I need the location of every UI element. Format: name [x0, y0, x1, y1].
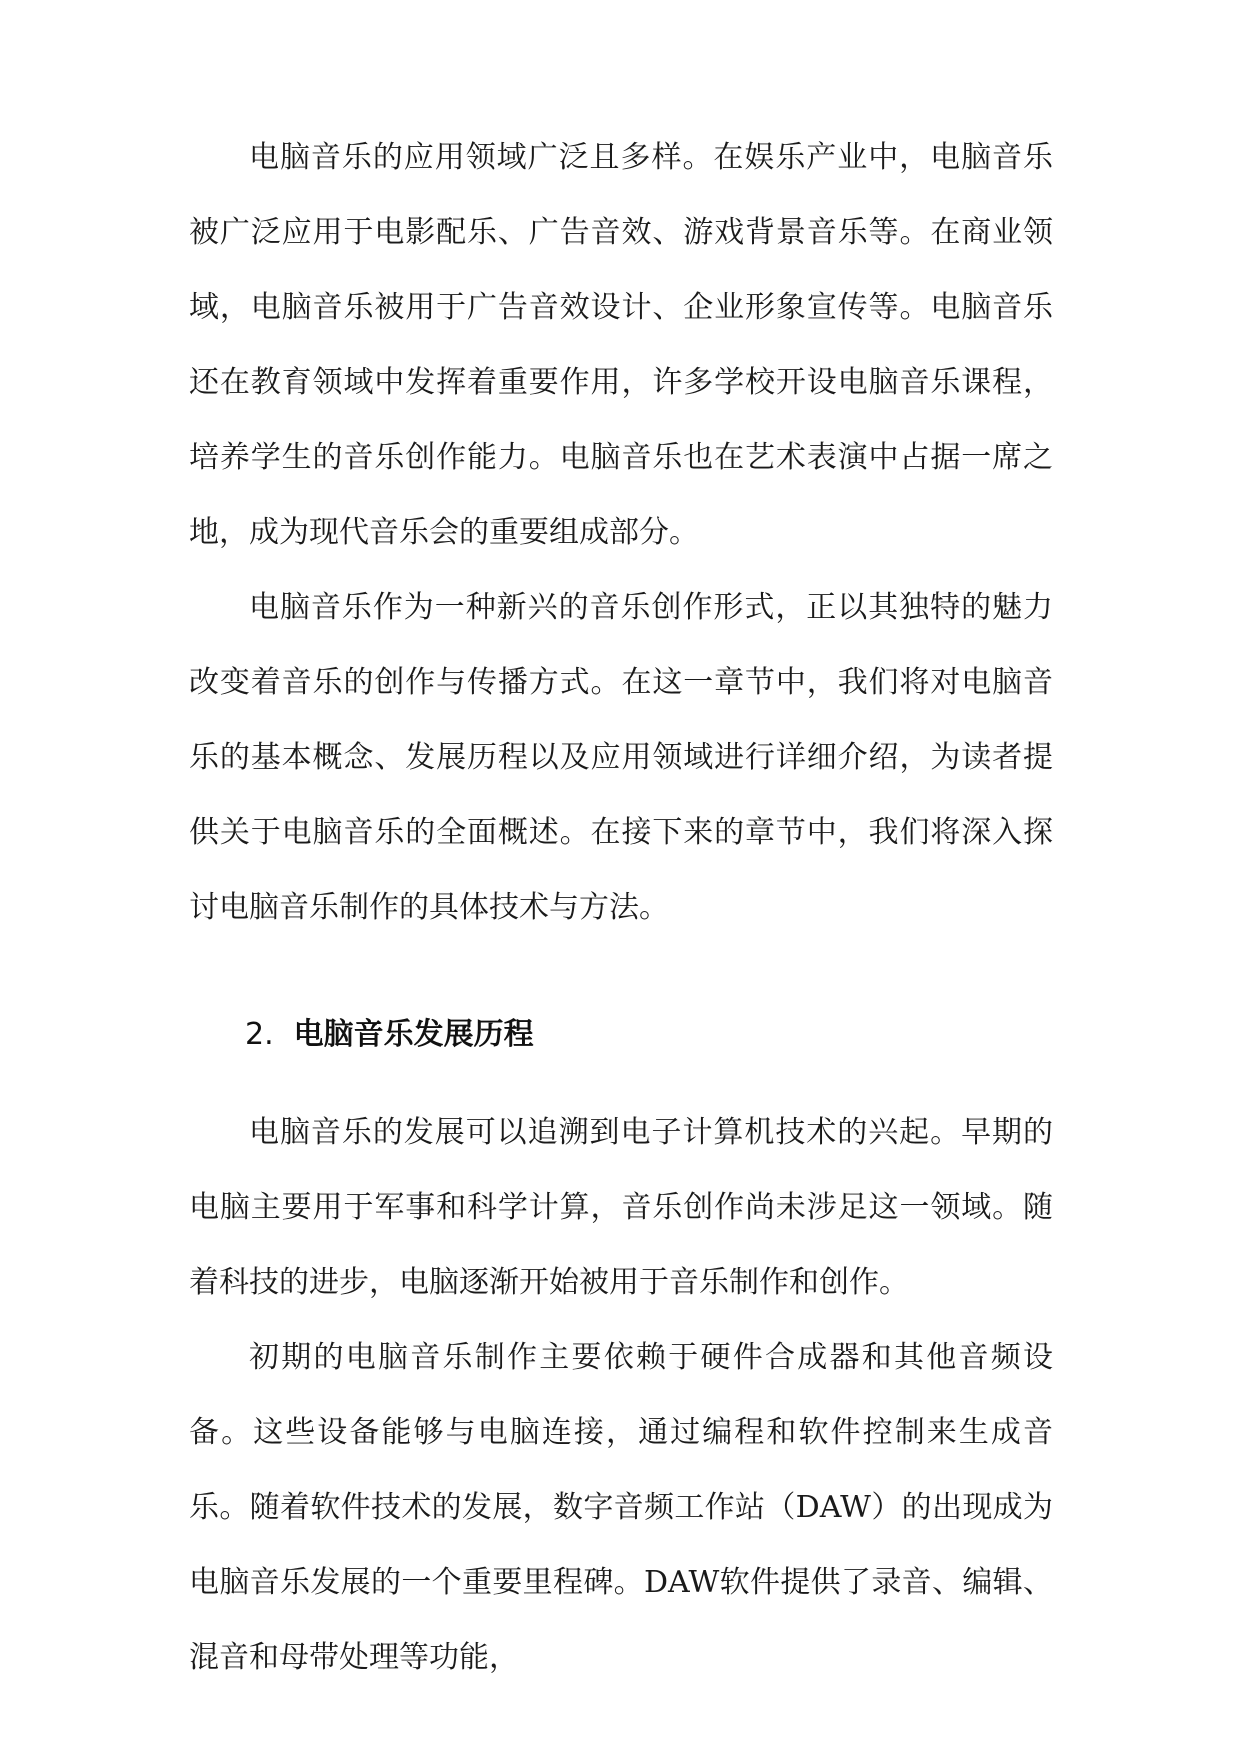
- paragraph-development-origin: 电脑音乐的发展可以追溯到电子计算机技术的兴起。早期的电脑主要用于军事和科学计算，音乐创作尚未涉足这一领域。随着科技的进步，电脑逐渐开始被用于音乐制作和创作。: [189, 1115, 1053, 1300]
- section-title: 电脑音乐发展历程: [293, 1017, 534, 1052]
- section-number: 2.: [245, 1017, 274, 1052]
- section-heading: [245, 1005, 534, 1065]
- paragraph-early-production: 初期的电脑音乐制作主要依赖于硬件合成器和其他音频设备。这些设备能够与电脑连接，通过编程和软件控制来生成音乐。随着软件技术的发展，数字音频工作站（DAW）的出现成为电脑音乐发展的一个重要里程碑。DAW软件提供了录音、编辑、混音和母带处理等功能，: [189, 1340, 1053, 1675]
- paragraph-application-fields: 电脑音乐的应用领域广泛且多样。在娱乐产业中，电脑音乐被广泛应用于电影配乐、广告音效、游戏背景音乐等。在商业领域，电脑音乐被用于广告音效设计、企业形象宣传等。电脑音乐还在教育领域中发挥着重要作用，许多学校开设电脑音乐课程，培养学生的音乐创作能力。电脑音乐也在艺术表演中占据一席之地，成为现代音乐会的重要组成部分。: [189, 140, 1053, 550]
- paragraph-chapter-summary: 电脑音乐作为一种新兴的音乐创作形式，正以其独特的魅力改变着音乐的创作与传播方式。在这一章节中，我们将对电脑音乐的基本概念、发展历程以及应用领域进行详细介绍，为读者提供关于电脑音乐的全面概述。在接下来的章节中，我们将深入探讨电脑音乐制作的具体技术与方法。: [189, 590, 1053, 925]
